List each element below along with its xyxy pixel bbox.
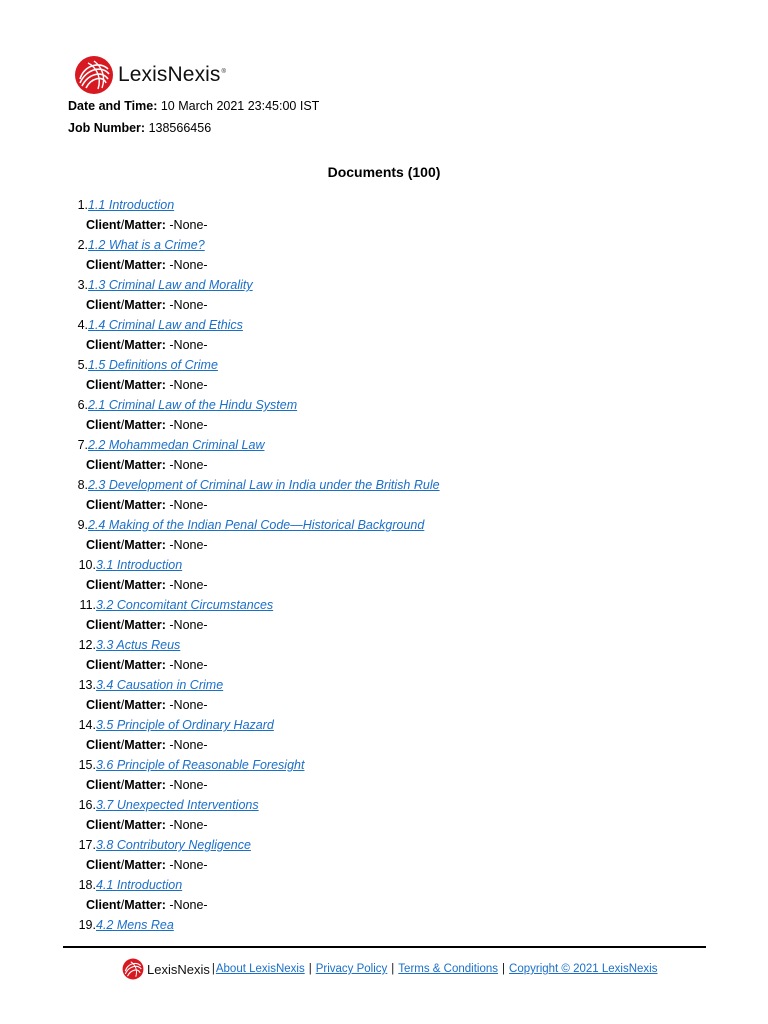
terms-link[interactable]: Terms & Conditions [398,963,499,975]
document-link[interactable]: 1.4 Criminal Law and Ethics [88,318,243,332]
document-link[interactable]: 3.6 Principle of Reasonable Foresight [96,758,305,772]
list-item [0,676,768,716]
list-item [0,196,768,236]
client-matter-label: Client/Matter: [86,738,166,752]
list-item [0,636,768,676]
item-number: 5. [77,358,88,372]
list-item [0,396,768,436]
client-matter-label: Client/Matter: [86,658,166,672]
client-matter [86,858,208,872]
client-matter-label: Client/Matter: [86,858,166,872]
client-matter-label: Client/Matter: [86,418,166,432]
client-matter-label: Client/Matter: [86,618,166,632]
client-matter-value: -None- [169,298,208,312]
client-matter-value: -None- [169,778,208,792]
logo [74,55,226,95]
item-number: 2. [77,238,88,252]
job-value: 138566456 [148,121,212,135]
document-link[interactable]: 3.1 Introduction [96,558,183,572]
client-matter-label: Client/Matter: [86,338,166,352]
list-item [0,756,768,796]
client-matter-value: -None- [169,458,208,472]
client-matter-value: -None- [169,538,208,552]
client-matter [86,218,208,232]
client-matter-label: Client/Matter: [86,458,166,472]
document-link[interactable]: 3.7 Unexpected Interventions [96,798,259,812]
client-matter-label: Client/Matter: [86,818,166,832]
item-number: 9. [77,518,88,532]
footer-separator: | [502,963,506,975]
client-matter [86,738,208,752]
client-matter [86,898,208,912]
footer-separator: | [391,963,395,975]
client-matter [86,258,208,272]
list-item [0,356,768,396]
privacy-policy-link[interactable]: Privacy Policy [315,963,388,975]
list-item [0,876,768,916]
item-number: 15. [78,758,96,772]
footer [122,958,657,980]
client-matter-value: -None- [169,418,208,432]
client-matter [86,498,208,512]
footer-brand: LexisNexis [147,961,210,977]
client-matter-value: -None- [169,378,208,392]
document-link[interactable]: 1.2 What is a Crime? [88,238,205,252]
list-item [0,596,768,636]
client-matter-value: -None- [169,698,208,712]
client-matter-value: -None- [169,858,208,872]
item-number: 6. [77,398,88,412]
job-number [68,121,211,135]
list-item [0,916,768,956]
date-value: 10 March 2021 23:45:00 IST [160,99,320,113]
client-matter [86,458,208,472]
item-number: 14. [78,718,96,732]
page-title: Documents (100) [327,164,441,180]
document-link[interactable]: 4.2 Mens Rea [96,918,174,932]
client-matter-value: -None- [169,498,208,512]
item-number: 1. [77,198,88,212]
lexisnexis-knot-icon [122,958,144,980]
date-label: Date and Time: [68,99,158,113]
client-matter-label: Client/Matter: [86,578,166,592]
document-link[interactable]: 2.2 Mohammedan Criminal Law [88,438,265,452]
item-number: 12. [78,638,96,652]
document-link[interactable]: 3.8 Contributory Negligence [96,838,251,852]
document-list [0,196,768,956]
client-matter-value: -None- [169,618,208,632]
client-matter [86,578,208,592]
list-item [0,516,768,556]
client-matter-value: -None- [169,578,208,592]
item-number: 16. [78,798,96,812]
footer-divider [63,946,706,948]
client-matter [86,818,208,832]
client-matter-value: -None- [169,818,208,832]
document-link[interactable]: 4.1 Introduction [96,878,183,892]
list-item [0,796,768,836]
document-link[interactable]: 2.4 Making of the Indian Penal Code—Historical Background [88,518,425,532]
footer-separator: | [211,963,215,975]
item-number: 11. [79,598,96,612]
client-matter-label: Client/Matter: [86,778,166,792]
list-item [0,836,768,876]
item-number: 8. [77,478,88,492]
item-number: 10. [78,558,96,572]
client-matter [86,698,208,712]
client-matter [86,378,208,392]
client-matter [86,778,208,792]
client-matter-value: -None- [169,898,208,912]
header [74,55,226,95]
item-number: 3. [77,278,88,292]
item-number: 4. [77,318,88,332]
client-matter-label: Client/Matter: [86,898,166,912]
client-matter-label: Client/Matter: [86,378,166,392]
client-matter-value: -None- [169,738,208,752]
client-matter-value: -None- [169,258,208,272]
date-time [68,99,319,113]
client-matter [86,538,208,552]
job-label: Job Number: [68,121,146,135]
list-item [0,316,768,356]
client-matter-value: -None- [169,218,208,232]
client-matter [86,298,208,312]
client-matter-label: Client/Matter: [86,258,166,272]
document-link[interactable]: 1.3 Criminal Law and Morality [88,278,253,292]
client-matter-label: Client/Matter: [86,698,166,712]
client-matter-label: Client/Matter: [86,218,166,232]
list-item [0,276,768,316]
item-number: 17. [78,838,96,852]
list-item [0,556,768,596]
lexisnexis-knot-icon [74,55,114,95]
copyright-link[interactable]: Copyright © 2021 LexisNexis [509,963,658,975]
client-matter-value: -None- [169,658,208,672]
list-item [0,236,768,276]
item-number: 18. [78,878,96,892]
client-matter-label: Client/Matter: [86,498,166,512]
client-matter-value: -None- [169,338,208,352]
client-matter [86,658,208,672]
client-matter [86,338,208,352]
client-matter [86,618,208,632]
list-item [0,436,768,476]
document-link[interactable]: 3.4 Causation in Crime [96,678,224,692]
footer-separator: | [308,963,312,975]
item-number: 7. [77,438,88,452]
document-link[interactable]: 2.1 Criminal Law of the Hindu System [88,398,298,412]
about-link[interactable]: About LexisNexis [215,963,305,975]
item-number: 19. [78,918,96,932]
client-matter-label: Client/Matter: [86,538,166,552]
brand-name: LexisNexis® [118,63,227,86]
item-number: 13. [78,678,96,692]
document-link[interactable]: 3.3 Actus Reus [96,638,181,652]
list-item [0,476,768,516]
document-link[interactable]: 1.5 Definitions of Crime [88,358,218,372]
document-link[interactable]: 1.1 Introduction [88,198,175,212]
client-matter [86,418,208,432]
document-link[interactable]: 2.3 Development of Criminal Law in India under the British Rule [88,478,440,492]
document-link[interactable]: 3.5 Principle of Ordinary Hazard [96,718,274,732]
document-link[interactable]: 3.2 Concomitant Circumstances [96,598,274,612]
list-item [0,716,768,756]
client-matter-label: Client/Matter: [86,298,166,312]
